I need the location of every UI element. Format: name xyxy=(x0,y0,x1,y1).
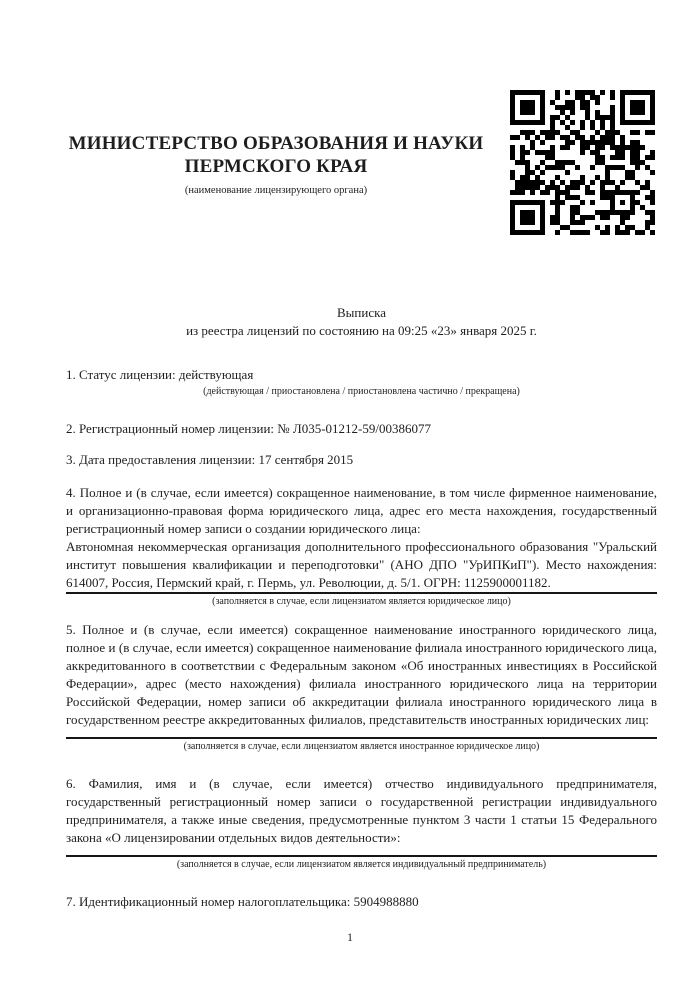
license-status-options-note: (действующая / приостановлена / приостановлена частично / прекращена) xyxy=(203,386,520,397)
taxpayer-number-label: 7. Идентификационный номер налогоплательщика: 5904988880 xyxy=(66,894,419,909)
foreign-entity-note: (заполняется в случае, если лицензиатом является иностранное юридическое лицо) xyxy=(183,741,540,752)
legal-entity-fill-line xyxy=(66,592,657,594)
document-title-line1: Выписка xyxy=(337,305,386,320)
ministry-name-line1: МИНИСТЕРСТВО ОБРАЗОВАНИЯ И НАУКИ xyxy=(68,133,484,154)
foreign-entity-fill-line xyxy=(66,737,657,739)
field-legal-entity xyxy=(66,484,657,609)
document-title xyxy=(66,304,657,340)
grant-date-label: 3. Дата предоставления лицензии: 17 сентября 2015 xyxy=(66,452,354,467)
ministry-name-line2: ПЕРМСКОГО КРАЯ xyxy=(184,156,368,177)
licensing-authority-header xyxy=(66,132,486,198)
field-grant-date xyxy=(66,451,657,469)
licensing-authority-note: (наименование лицензирующего органа) xyxy=(184,185,368,196)
legal-entity-note: (заполняется в случае, если лицензиатом является юридическое лицо) xyxy=(212,596,511,607)
legal-entity-label: 4. Полное и (в случае, если имеется) сокращенное наименование, в том числе фирменное наименование, и организационно-правовая форма юридического лица, адрес его места нахождения, государственный регистрационный номер записи о создании юридического лица: xyxy=(66,485,657,536)
document-title-line2: из реестра лицензий по состоянию на 09:25 «23» января 2025 г. xyxy=(186,323,537,338)
qr-code-svg xyxy=(505,85,660,240)
entrepreneur-label: 6. Фамилия, имя и (в случае, если имеется) отчество индивидуального предпринимателя, государственный регистрационный номер записи о государственной регистрации индивидуального предпринимателя, а также иные сведения, предусмотренные пунктом 3 части 1 статьи 15 Федерального закона «О лицензировании отдельных видов деятельности»: xyxy=(66,776,657,845)
registration-number-label: 2. Регистрационный номер лицензии: № Л035-01212-59/00386077 xyxy=(66,421,432,436)
field-registration-number xyxy=(66,420,657,438)
field-entrepreneur xyxy=(66,775,657,872)
qr-code-icon xyxy=(505,85,660,240)
license-status-label: 1. Статус лицензии: действующая xyxy=(66,367,254,382)
field-foreign-entity xyxy=(66,621,657,754)
entrepreneur-note: (заполняется в случае, если лицензиатом является индивидуальный предприниматель) xyxy=(176,859,547,870)
legal-entity-value: Автономная некоммерческая организация дополнительного профессионального образования "Уральский институт повышения квалификации и переподготовки" (АНО ДПО "УрИПКиП"). Место нахождения: 614007, Россия, Пермский край, г. Пермь, ул. Революции, д. 5/1. ОГРН: 1125900001182. xyxy=(66,539,657,590)
foreign-entity-label: 5. Полное и (в случае, если имеется) сокращенное наименование иностранного юридического лица, полное и (в случае, если имеется) сокращенное наименование филиала иностранного юридического лица, аккредитованного в соответствии с Федеральным законом «Об иностранных инвестициях в Российской Федерации», адрес (место нахождения) филиала иностранного юридического лица на территории Российской Федерации, номер записи об аккредитации филиала иностранного юридического лица в государственном реестре аккредитованных филиалов, представительств иностранных юридических лиц: xyxy=(66,622,657,727)
field-taxpayer-number xyxy=(66,893,657,911)
page-number: 1 xyxy=(347,930,353,944)
field-license-status xyxy=(66,366,657,399)
entrepreneur-fill-line xyxy=(66,855,657,857)
